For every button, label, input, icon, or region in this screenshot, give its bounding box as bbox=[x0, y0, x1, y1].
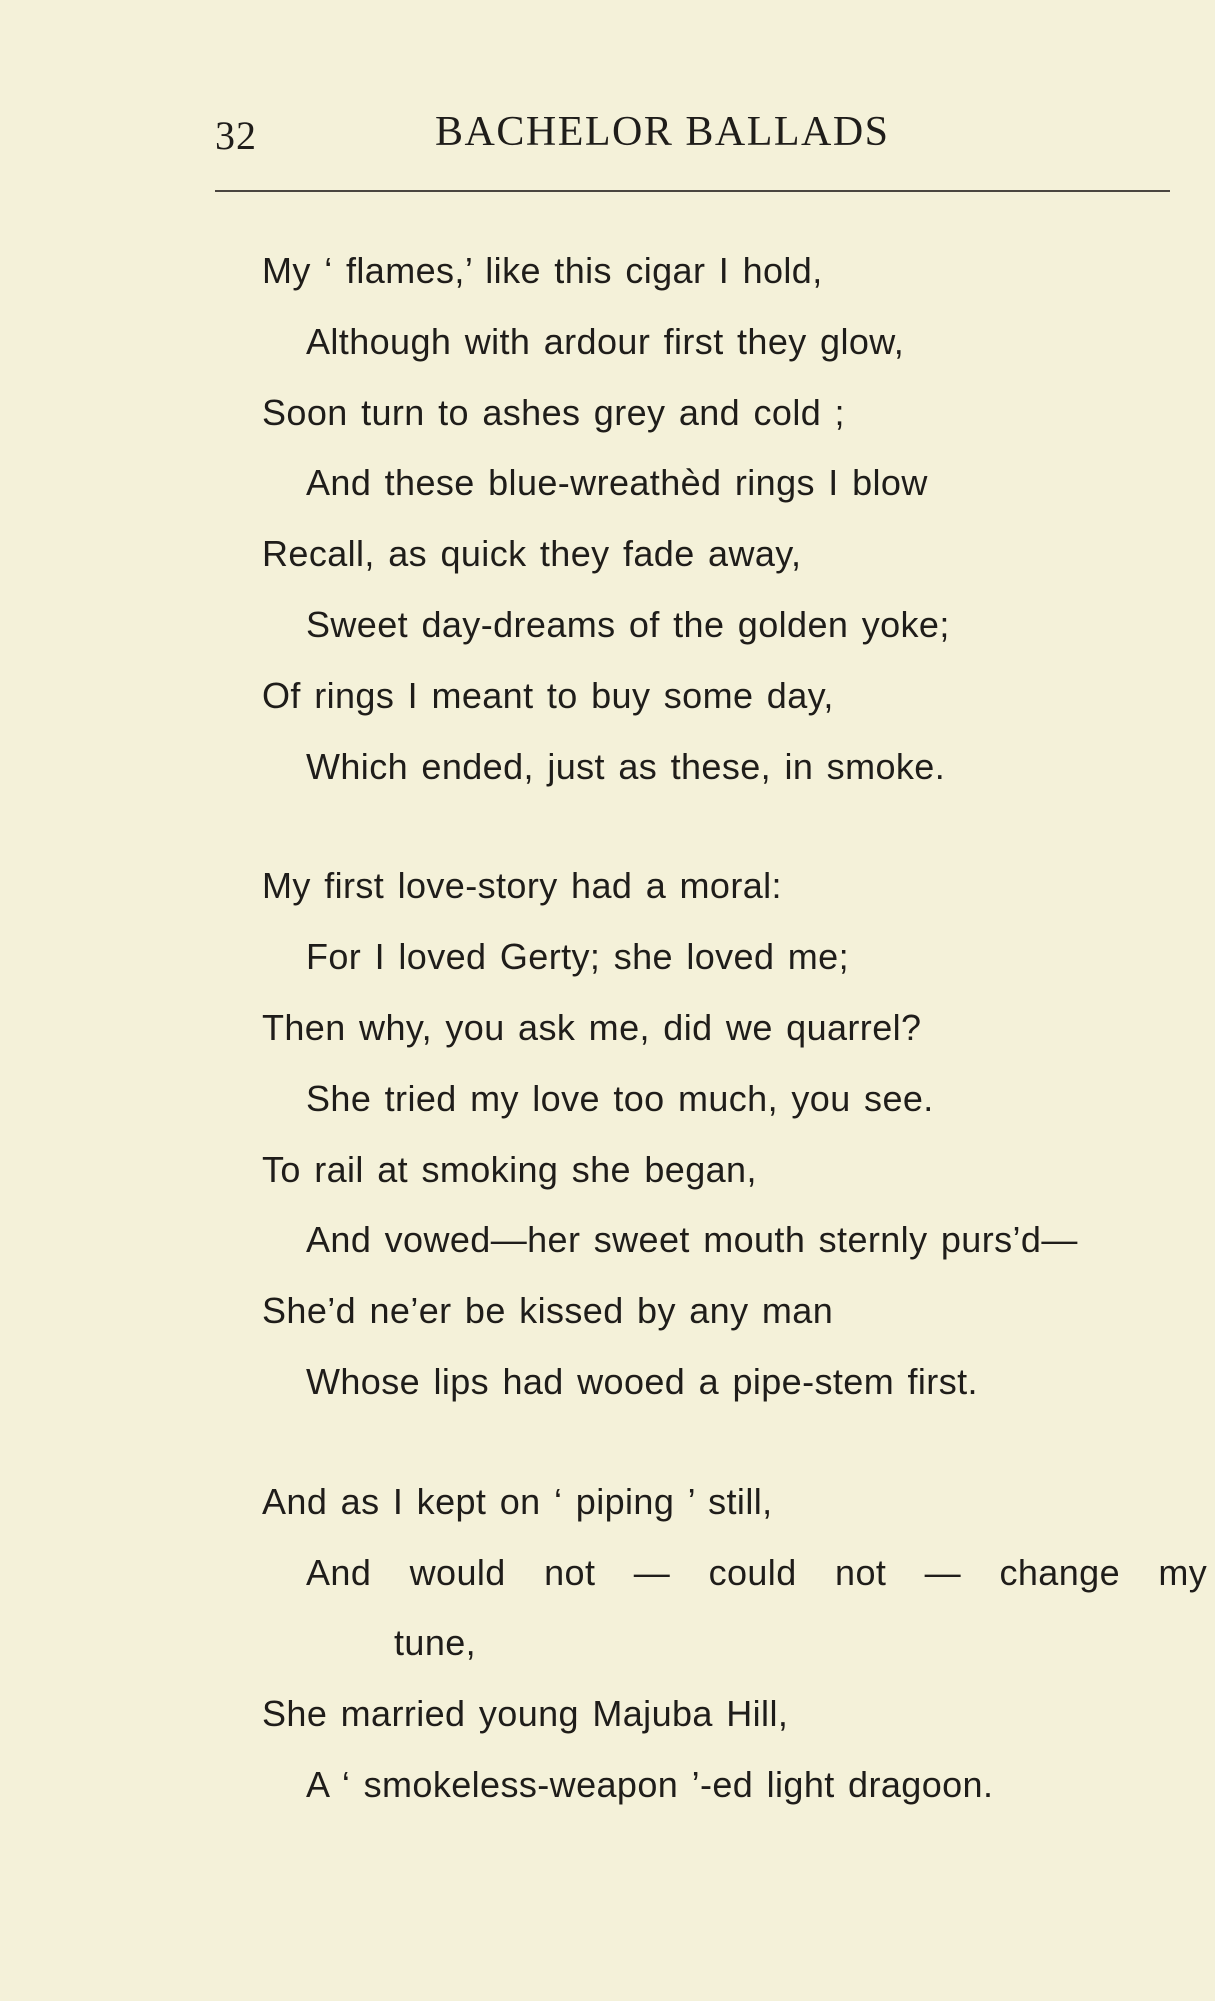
poem-line: Which ended, just as these, in smoke. bbox=[306, 745, 946, 787]
stanza-3 bbox=[262, 1467, 1208, 1821]
poem-line: She tried my love too much, you see. bbox=[306, 1077, 934, 1119]
poem-line: Soon turn to ashes grey and cold ; bbox=[262, 391, 845, 433]
poem-line: And these blue-wreathèd rings I blow bbox=[306, 462, 928, 504]
poem-line: Then why, you ask me, did we quarrel? bbox=[262, 1006, 922, 1048]
poem-line: And as I kept on ‘ piping ’ still, bbox=[262, 1480, 773, 1522]
poem-line: Whose lips had wooed a pipe-stem first. bbox=[306, 1360, 978, 1402]
poem-line: She’d ne’er be kissed by any man bbox=[262, 1290, 834, 1332]
poem-line: Of rings I meant to buy some day, bbox=[262, 674, 834, 716]
stanza-gap bbox=[262, 802, 1192, 851]
poem-line-turnover: tune, bbox=[394, 1622, 477, 1664]
poem-line: To rail at smoking she began, bbox=[262, 1148, 757, 1190]
poem bbox=[262, 236, 1208, 1821]
poem-line: And would not — could not — change my bbox=[306, 1551, 1208, 1593]
poem-line: Recall, as quick they fade away, bbox=[262, 533, 802, 575]
page-header bbox=[215, 108, 1170, 168]
stanza-2 bbox=[262, 851, 1192, 1417]
poem-line: A ‘ smokeless-weapon ’-ed light dragoon. bbox=[306, 1763, 994, 1805]
poem-line: She married young Majuba Hill, bbox=[262, 1693, 789, 1735]
poem-line: My first love-story had a moral: bbox=[262, 865, 782, 907]
poem-line: My ‘ flames,’ like this cigar I hold, bbox=[262, 250, 823, 291]
poem-line: Sweet day-dreams of the golden yoke; bbox=[306, 603, 950, 645]
page-number: 32 bbox=[215, 113, 257, 158]
running-title: BACHELOR BALLADS bbox=[435, 109, 890, 155]
poem-line: For I loved Gerty; she loved me; bbox=[306, 936, 850, 978]
header-rule bbox=[215, 190, 1170, 192]
stanza-gap bbox=[262, 1418, 1192, 1467]
poem-line: And vowed—her sweet mouth sternly purs’d— bbox=[306, 1219, 1078, 1261]
stanza-1 bbox=[262, 236, 1192, 802]
poem-line: Although with ardour first they glow, bbox=[306, 320, 905, 362]
